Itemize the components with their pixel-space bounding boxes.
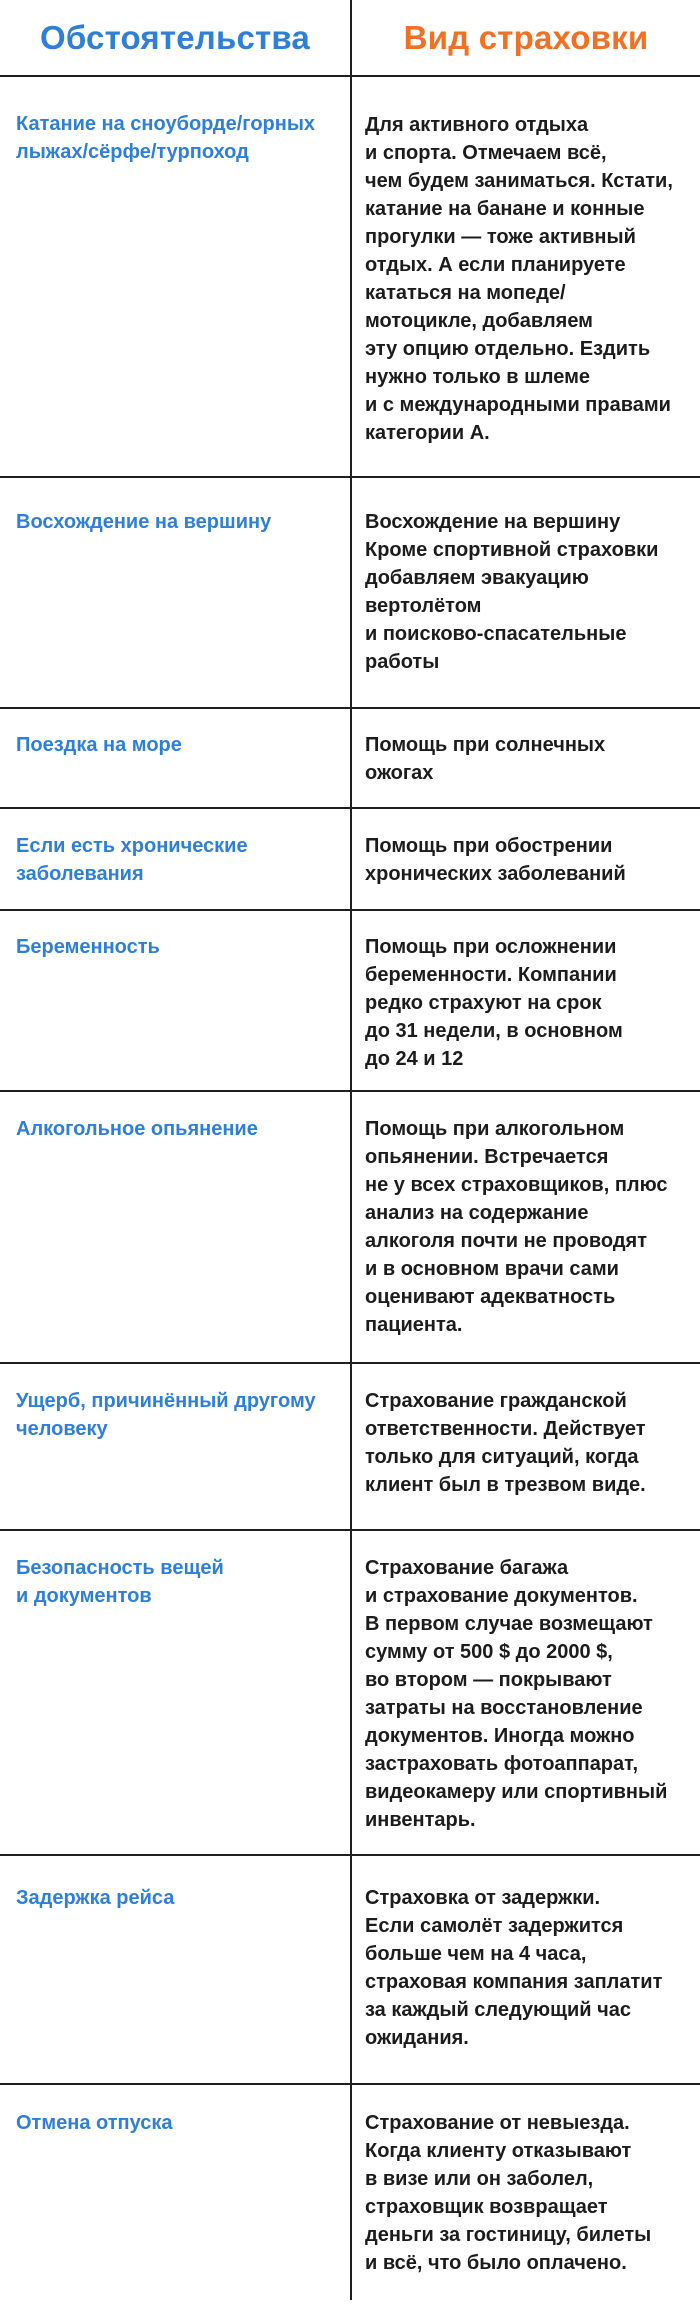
table-row bbox=[0, 77, 700, 478]
row-situation: Ущерб, причинённый другому человеку bbox=[16, 1390, 316, 1440]
row-situation: Беременность bbox=[16, 936, 160, 958]
table-row bbox=[0, 911, 700, 1092]
row-situation: Безопасность вещей и документов bbox=[16, 1557, 224, 1607]
row-situation: Поездка на море bbox=[16, 734, 182, 756]
table-row bbox=[0, 809, 700, 911]
table-row bbox=[0, 2085, 700, 2308]
row-insurance: Помощь при солнечных ожогах bbox=[365, 734, 606, 784]
row-insurance: Страхование от невыезда. Когда клиенту отказывают в визе или он заболел, страховщик возвращает деньги за гостиницу, билеты и всё, что было оплачено. bbox=[365, 2112, 652, 2274]
row-situation: Катание на сноуборде/горных лыжах/сёрфе/турпоход bbox=[16, 113, 316, 163]
row-insurance: Страховка от задержки. Если самолёт задержится больше чем на 4 часа, страховая компания заплатит за каждый следующий час ожидания. bbox=[365, 1887, 663, 2049]
table-row bbox=[0, 1364, 700, 1531]
table-header bbox=[0, 0, 700, 77]
table-row bbox=[0, 1531, 700, 1856]
row-insurance: Страхование гражданской ответственности. Действует только для ситуаций, когда клиент был в трезвом виде. bbox=[365, 1390, 646, 1496]
row-situation: Отмена отпуска bbox=[16, 2112, 173, 2134]
row-situation: Восхождение на вершину bbox=[16, 511, 272, 533]
row-insurance: Помощь при обострении хронических заболеваний bbox=[365, 835, 626, 885]
row-insurance: Помощь при осложнении беременности. Компании редко страхуют на срок до 31 недели, в основном до 24 и 12 bbox=[365, 936, 623, 1070]
row-situation: Если есть хронические заболевания bbox=[16, 835, 248, 885]
header-situation: Обстоятельства bbox=[40, 18, 310, 56]
row-situation: Алкогольное опьянение bbox=[16, 1118, 258, 1140]
table-row bbox=[0, 1856, 700, 2085]
row-situation: Задержка рейса bbox=[16, 1887, 175, 1909]
table-row bbox=[0, 478, 700, 709]
row-insurance: Страхование багажа и страхование документов. В первом случае возмещают сумму от 500 $ до 2000 $, во втором — покрывают затраты на восстановление документов. Иногда можно застраховать фотоаппарат, видеокамеру или спортивный инвентарь. bbox=[365, 1557, 668, 1831]
row-insurance: Для активного отдыха и спорта. Отмечаем всё, чем будем заниматься. Кстати, катание на банане и конные прогулки — тоже активный отдых. А если планируете кататься на мопеде/ мотоцикле, добавляем эту опцию отдельно. Ездить нужно только в шлеме и с международными правами категории А. bbox=[365, 114, 673, 444]
table-row bbox=[0, 709, 700, 809]
header-insurance-type: Вид страховки bbox=[403, 18, 649, 56]
row-insurance: Восхождение на вершину Кроме спортивной страховки добавляем эвакуацию вертолётом и поисково-спасательные работы bbox=[365, 511, 659, 673]
row-insurance: Помощь при алкогольном опьянении. Встречается не у всех страховщиков, плюс анализ на содержание алкоголя почти не проводят и в основном врачи сами оценивают адекватность пациента. bbox=[365, 1118, 668, 1336]
table-row bbox=[0, 1092, 700, 1364]
